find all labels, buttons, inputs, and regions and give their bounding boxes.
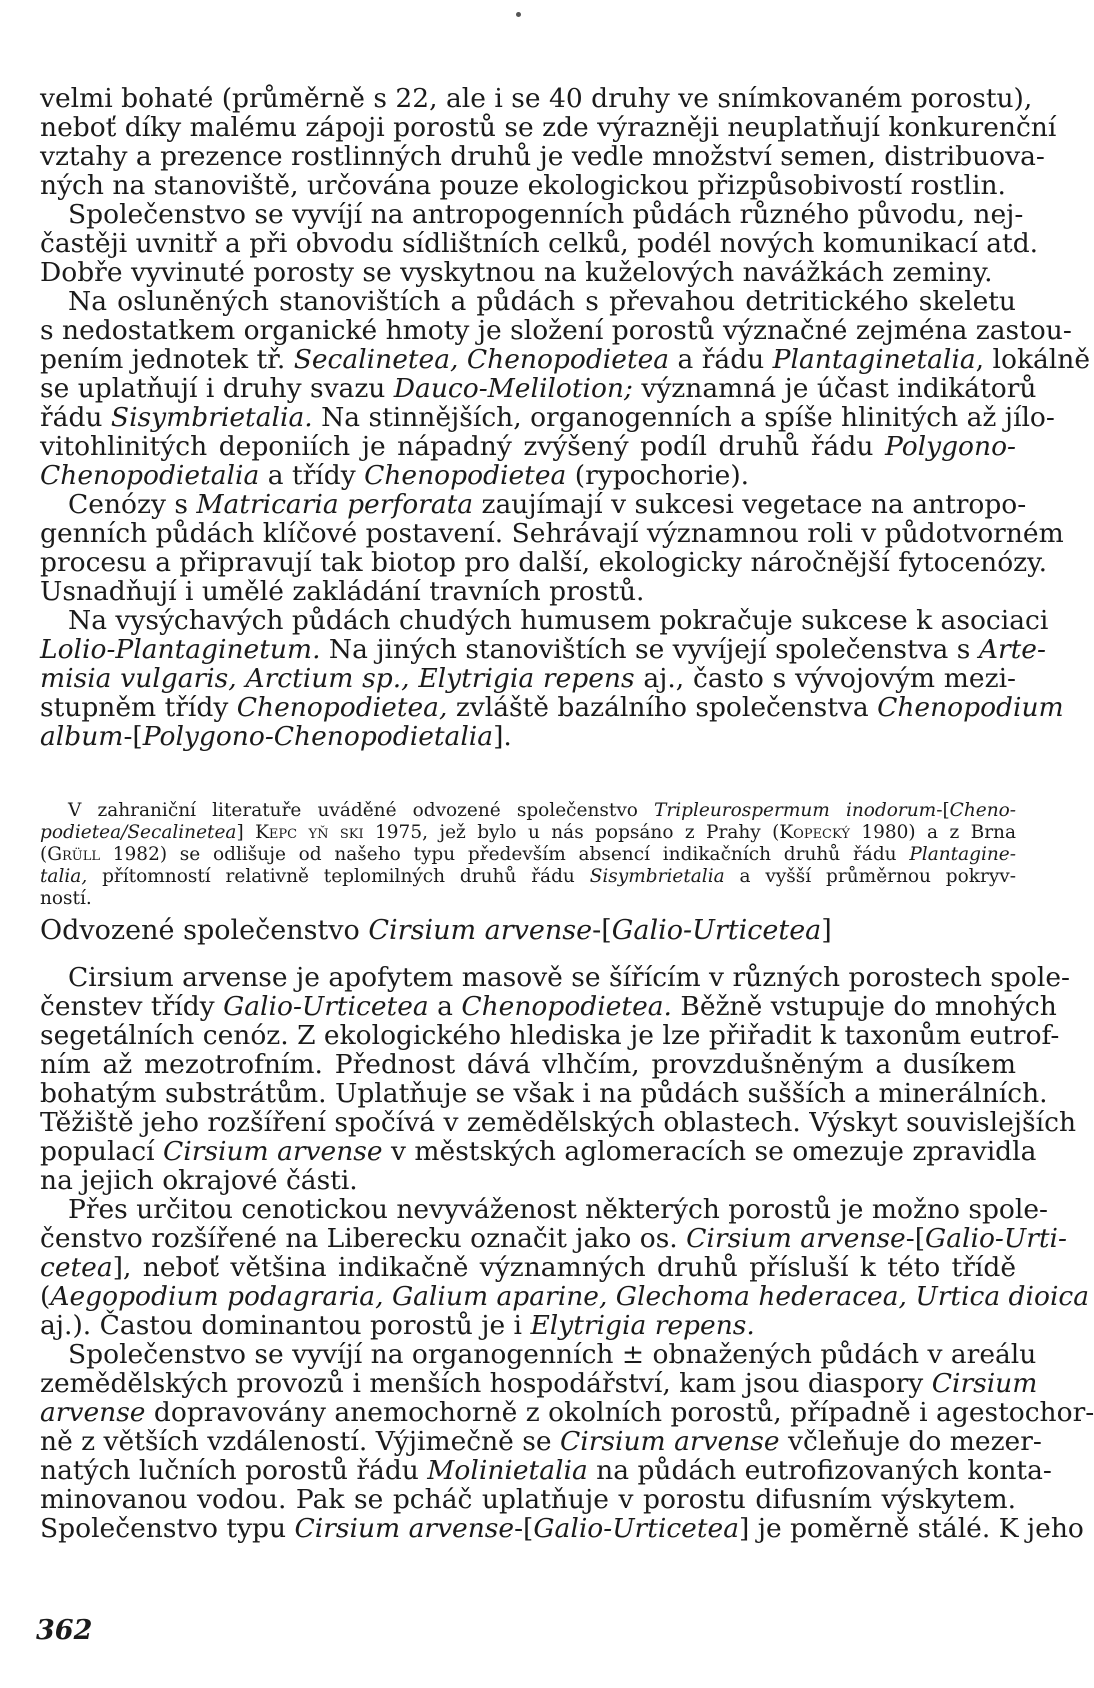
text-line: Přes určitou cenotickou nevyváženost některých porostů je možno spole- xyxy=(68,1194,1048,1225)
body-text-part-2 xyxy=(40,962,1094,1544)
text-line: řádu Sisymbrietalia. Na stinnějších, organogenních a spíše hlinitých až jílo- xyxy=(40,402,1055,433)
text-line: Společenstvo se vyvíjí na organogenních ± obnažených půdách v areálu xyxy=(68,1339,1037,1370)
text-line: cetea], neboť většina indikačně významných druhů přísluší k této třídě xyxy=(40,1252,1016,1283)
footnote-line: talia, přítomností relativně teplomilných druhů řádu Sisymbrietalia a vyšší průměrnou pokryv- xyxy=(40,866,1016,887)
text-line: stupněm třídy Chenopodietea, zvláště bazálního společenstva Chenopodium xyxy=(40,692,1064,723)
text-line: Usnadňují i umělé zakládání travních prostů. xyxy=(40,576,645,607)
text-line: se uplatňují i druhy svazu Dauco-Melilotion; významná je účast indikátorů xyxy=(40,373,1037,404)
text-line: bohatým substrátům. Uplatňuje se však i na půdách sušších a minerálních. xyxy=(40,1078,1048,1109)
section-heading: Odvozené společenstvo Cirsium arvense-[Galio-Urticetea] xyxy=(40,915,832,946)
text-line: čenstev třídy Galio-Urticetea a Chenopodietea. Běžně vstupuje do mnohých xyxy=(40,991,1057,1022)
text-line: velmi bohaté (průměrně s 22, ale i se 40 druhy ve snímkovaném porostu), xyxy=(40,83,1033,114)
text-line: Lolio-Plantaginetum. Na jiných stanovištích se vyvíjejí společenstva s Arte- xyxy=(40,634,1046,665)
text-line: vztahy a prezence rostlinných druhů je vedle množství semen, distribuova- xyxy=(40,141,1045,172)
text-line: aj.). Častou dominantou porostů je i Elytrigia repens. xyxy=(40,1310,755,1341)
text-line: Společenstvo typu Cirsium arvense-[Galio-Urticetea] je poměrně stálé. K jeho xyxy=(40,1513,1084,1544)
body-text-part-1 xyxy=(40,83,1091,752)
text-line: na jejich okrajové části. xyxy=(40,1165,358,1196)
text-line: ných na stanoviště, určována pouze ekologickou přizpůsobivostí rostlin. xyxy=(40,170,1006,201)
text-line: segetálních cenóz. Z ekologického hlediska je lze přiřadit k taxonům eutrof- xyxy=(40,1020,1060,1051)
page-number: 362 xyxy=(36,1615,93,1646)
text-line: ním až mezotrofním. Přednost dává vlhčím, provzdušněným a dusíkem xyxy=(40,1049,1016,1080)
text-line: (Aegopodium podagraria, Galium aparine, Glechoma hederacea, Urtica dioica xyxy=(40,1281,1090,1312)
text-line: častěji uvnitř a při obvodu sídlištních celků, podél nových komunikací atd. xyxy=(40,228,1039,259)
text-line: Na osluněných stanovištích a půdách s převahou detritického skeletu xyxy=(68,286,1016,317)
text-line: zemědělských provozů i menších hospodářství, kam jsou diaspory Cirsium xyxy=(40,1368,1038,1399)
text-line: vitohlinitých deponiích je nápadný zvýšený podíl druhů řádu Polygono- xyxy=(40,431,1016,462)
footnote-line: (Grüll 1982) se odlišuje od našeho typu především absencí indikačních druhů řádu Plantagine- xyxy=(40,844,1016,865)
text-line: ně z větších vzdáleností. Výjimečně se Cirsium arvense včleňuje do mezer- xyxy=(40,1426,1042,1457)
footnote-line: podietea/Secalinetea] Kepc yň ski 1975, jež bylo u nás popsáno z Prahy (Kopecký 1980) a z Brna xyxy=(40,822,1016,843)
text-line: arvense dopravovány anemochorně z okolních porostů, případně i agestochor- xyxy=(40,1397,1094,1428)
text-line: Cenózy s Matricaria perforata zaujímají v sukcesi vegetace na antropo- xyxy=(68,489,1027,520)
text-line: Chenopodietalia a třídy Chenopodietea (rypochorie). xyxy=(40,460,750,491)
text-line: natých lučních porostů řádu Molinietalia na půdách eutrofizovaných konta- xyxy=(40,1455,1052,1486)
text-line: album-[Polygono-Chenopodietalia]. xyxy=(40,721,512,752)
text-line: populací Cirsium arvense v městských aglomeracích se omezuje zpravidla xyxy=(40,1136,1037,1167)
text-line: čenstvo rozšířené na Liberecku označit jako os. Cirsium arvense-[Galio-Urti- xyxy=(40,1223,1067,1254)
text-line: pením jednotek tř. Secalinetea, Chenopodietea a řádu Plantaginetalia, lokálně xyxy=(40,344,1091,375)
text-line: neboť díky malému zápoji porostů se zde výrazněji neuplatňují konkurenční xyxy=(40,112,1057,143)
text-line: Na vysýchavých půdách chudých humusem pokračuje sukcese k asociaci xyxy=(68,605,1049,636)
text-line: Těžiště jeho rozšíření spočívá v zemědělských oblastech. Výskyt souvislejších xyxy=(40,1107,1077,1138)
text-line: genních půdách klíčové postavení. Sehrávají významnou roli v půdotvorném xyxy=(40,518,1064,549)
text-line: misia vulgaris, Arctium sp., Elytrigia repens aj., často s vývojovým mezi- xyxy=(40,663,1017,694)
text-line: Dobře vyvinuté porosty se vyskytnou na kuželových navážkách zeminy. xyxy=(40,257,993,288)
text-line: procesu a připravují tak biotop pro další, ekologicky náročnější fytocenózy. xyxy=(40,547,1048,578)
footnote-line: ností. xyxy=(40,888,92,909)
text-line: minovanou vodou. Pak se pcháč uplatňuje v porostu difusním výskytem. xyxy=(40,1484,1016,1515)
text-line: Společenstvo se vyvíjí na antropogenních půdách různého původu, nej- xyxy=(68,199,1024,230)
speck-mark xyxy=(516,12,521,17)
text-line: s nedostatkem organické hmoty je složení porostů význačné zejména zastou- xyxy=(40,315,1072,346)
footnote-line: V zahraniční literatuře uváděné odvozené společenstvo Tripleurospermum inodorum-[Cheno- xyxy=(68,800,1016,821)
text-line: Cirsium arvense je apofytem masově se šířícím v různých porostech spole- xyxy=(68,962,1070,993)
footnote-block xyxy=(40,800,1016,910)
